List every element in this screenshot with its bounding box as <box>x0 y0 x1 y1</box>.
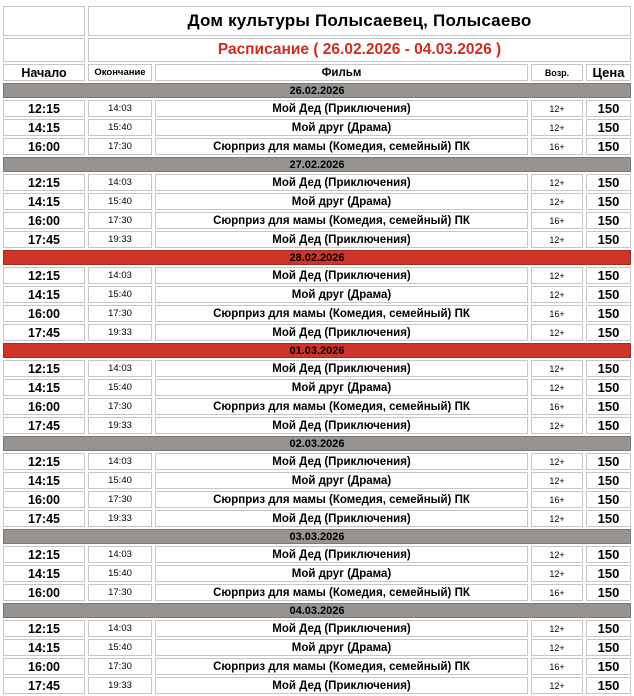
show-end-time: 15:40 <box>88 119 152 136</box>
show-row <box>3 324 631 341</box>
show-end-time: 17:30 <box>88 398 152 415</box>
show-film-title: Мой друг (Драма) <box>155 286 528 303</box>
schedule-table <box>0 4 634 696</box>
show-price: 150 <box>586 100 631 117</box>
col-header-film: Фильм <box>155 64 528 81</box>
show-age-rating: 16+ <box>531 584 583 601</box>
show-film-title: Сюрприз для мамы (Комедия, семейный) ПК <box>155 584 528 601</box>
show-start-time: 12:15 <box>3 620 85 637</box>
show-price: 150 <box>586 360 631 377</box>
show-price: 150 <box>586 546 631 563</box>
show-row <box>3 620 631 637</box>
show-end-time: 17:30 <box>88 584 152 601</box>
venue-title: Дом культуры Полысаевец, Полысаево <box>88 6 631 36</box>
col-header-age: Возр. <box>531 64 583 81</box>
show-row <box>3 472 631 489</box>
show-start-time: 14:15 <box>3 193 85 210</box>
show-end-time: 14:03 <box>88 453 152 470</box>
show-age-rating: 12+ <box>531 546 583 563</box>
show-price: 150 <box>586 491 631 508</box>
show-price: 150 <box>586 193 631 210</box>
show-film-title: Сюрприз для мамы (Комедия, семейный) ПК <box>155 658 528 675</box>
show-price: 150 <box>586 565 631 582</box>
show-end-time: 19:33 <box>88 417 152 434</box>
show-film-title: Мой Дед (Приключения) <box>155 174 528 191</box>
show-end-time: 15:40 <box>88 379 152 396</box>
show-end-time: 19:33 <box>88 324 152 341</box>
col-header-start: Начало <box>3 64 85 81</box>
show-start-time: 12:15 <box>3 174 85 191</box>
show-film-title: Мой друг (Драма) <box>155 472 528 489</box>
show-age-rating: 12+ <box>531 193 583 210</box>
show-row <box>3 639 631 656</box>
show-film-title: Мой Дед (Приключения) <box>155 677 528 694</box>
show-row <box>3 212 631 229</box>
show-age-rating: 12+ <box>531 472 583 489</box>
show-row <box>3 193 631 210</box>
show-age-rating: 16+ <box>531 305 583 322</box>
date-separator-row <box>3 343 631 358</box>
show-start-time: 14:15 <box>3 565 85 582</box>
show-end-time: 19:33 <box>88 677 152 694</box>
show-price: 150 <box>586 138 631 155</box>
show-row <box>3 119 631 136</box>
show-price: 150 <box>586 305 631 322</box>
show-row <box>3 138 631 155</box>
show-film-title: Мой друг (Драма) <box>155 565 528 582</box>
show-row <box>3 174 631 191</box>
show-row <box>3 398 631 415</box>
show-age-rating: 12+ <box>531 677 583 694</box>
show-age-rating: 12+ <box>531 417 583 434</box>
col-header-price: Цена <box>586 64 631 81</box>
show-age-rating: 12+ <box>531 565 583 582</box>
show-price: 150 <box>586 620 631 637</box>
show-price: 150 <box>586 639 631 656</box>
show-price: 150 <box>586 267 631 284</box>
show-film-title: Мой Дед (Приключения) <box>155 324 528 341</box>
show-end-time: 14:03 <box>88 174 152 191</box>
show-end-time: 17:30 <box>88 212 152 229</box>
show-end-time: 15:40 <box>88 286 152 303</box>
show-price: 150 <box>586 472 631 489</box>
show-film-title: Сюрприз для мамы (Комедия, семейный) ПК <box>155 398 528 415</box>
schedule-title: Расписание ( 26.02.2026 - 04.03.2026 ) <box>88 38 631 62</box>
show-age-rating: 12+ <box>531 267 583 284</box>
show-end-time: 19:33 <box>88 231 152 248</box>
show-end-time: 14:03 <box>88 546 152 563</box>
blank-cell <box>3 6 85 36</box>
show-start-time: 16:00 <box>3 658 85 675</box>
blank-cell <box>3 38 85 62</box>
show-start-time: 17:45 <box>3 510 85 527</box>
show-row <box>3 231 631 248</box>
date-separator-label: 03.03.2026 <box>3 529 631 544</box>
show-film-title: Мой Дед (Приключения) <box>155 510 528 527</box>
show-price: 150 <box>586 584 631 601</box>
schedule-title-row <box>3 38 631 62</box>
show-row <box>3 546 631 563</box>
show-film-title: Мой друг (Драма) <box>155 379 528 396</box>
show-start-time: 12:15 <box>3 100 85 117</box>
show-age-rating: 12+ <box>531 639 583 656</box>
show-start-time: 16:00 <box>3 491 85 508</box>
show-film-title: Мой Дед (Приключения) <box>155 417 528 434</box>
show-row <box>3 565 631 582</box>
show-end-time: 14:03 <box>88 620 152 637</box>
show-film-title: Мой Дед (Приключения) <box>155 360 528 377</box>
date-separator-label: 04.03.2026 <box>3 603 631 618</box>
date-separator-row <box>3 436 631 451</box>
show-row <box>3 453 631 470</box>
show-start-time: 14:15 <box>3 639 85 656</box>
show-start-time: 16:00 <box>3 138 85 155</box>
show-start-time: 12:15 <box>3 546 85 563</box>
show-age-rating: 12+ <box>531 231 583 248</box>
show-row <box>3 677 631 694</box>
show-age-rating: 12+ <box>531 453 583 470</box>
show-age-rating: 12+ <box>531 620 583 637</box>
show-start-time: 14:15 <box>3 472 85 489</box>
show-age-rating: 16+ <box>531 398 583 415</box>
show-end-time: 15:40 <box>88 193 152 210</box>
show-age-rating: 16+ <box>531 138 583 155</box>
show-end-time: 17:30 <box>88 138 152 155</box>
date-separator-row <box>3 250 631 265</box>
date-separator-row <box>3 157 631 172</box>
column-header-row <box>3 64 631 81</box>
show-start-time: 17:45 <box>3 677 85 694</box>
show-price: 150 <box>586 658 631 675</box>
col-header-end: Окончание <box>88 64 152 81</box>
show-age-rating: 12+ <box>531 360 583 377</box>
show-film-title: Сюрприз для мамы (Комедия, семейный) ПК <box>155 305 528 322</box>
show-row <box>3 360 631 377</box>
show-end-time: 17:30 <box>88 305 152 322</box>
show-age-rating: 16+ <box>531 212 583 229</box>
show-film-title: Мой друг (Драма) <box>155 639 528 656</box>
show-row <box>3 379 631 396</box>
show-start-time: 14:15 <box>3 286 85 303</box>
show-start-time: 14:15 <box>3 119 85 136</box>
show-film-title: Мой друг (Драма) <box>155 119 528 136</box>
show-film-title: Мой Дед (Приключения) <box>155 100 528 117</box>
show-price: 150 <box>586 324 631 341</box>
show-end-time: 15:40 <box>88 472 152 489</box>
show-film-title: Мой Дед (Приключения) <box>155 546 528 563</box>
show-end-time: 15:40 <box>88 639 152 656</box>
show-start-time: 16:00 <box>3 398 85 415</box>
show-age-rating: 12+ <box>531 324 583 341</box>
show-end-time: 17:30 <box>88 491 152 508</box>
show-price: 150 <box>586 174 631 191</box>
show-price: 150 <box>586 212 631 229</box>
show-price: 150 <box>586 417 631 434</box>
show-film-title: Сюрприз для мамы (Комедия, семейный) ПК <box>155 212 528 229</box>
show-start-time: 17:45 <box>3 417 85 434</box>
show-row <box>3 417 631 434</box>
show-age-rating: 16+ <box>531 491 583 508</box>
show-price: 150 <box>586 677 631 694</box>
show-start-time: 16:00 <box>3 305 85 322</box>
show-start-time: 14:15 <box>3 379 85 396</box>
show-start-time: 17:45 <box>3 324 85 341</box>
show-end-time: 17:30 <box>88 658 152 675</box>
show-row <box>3 510 631 527</box>
show-row <box>3 286 631 303</box>
show-price: 150 <box>586 453 631 470</box>
show-price: 150 <box>586 231 631 248</box>
show-start-time: 16:00 <box>3 212 85 229</box>
show-film-title: Мой Дед (Приключения) <box>155 453 528 470</box>
show-age-rating: 12+ <box>531 510 583 527</box>
show-row <box>3 100 631 117</box>
show-end-time: 14:03 <box>88 360 152 377</box>
show-film-title: Мой Дед (Приключения) <box>155 620 528 637</box>
show-price: 150 <box>586 119 631 136</box>
show-end-time: 19:33 <box>88 510 152 527</box>
date-separator-label: 28.02.2026 <box>3 250 631 265</box>
date-separator-label: 26.02.2026 <box>3 83 631 98</box>
show-row <box>3 491 631 508</box>
show-price: 150 <box>586 286 631 303</box>
date-separator-row <box>3 603 631 618</box>
show-film-title: Сюрприз для мамы (Комедия, семейный) ПК <box>155 138 528 155</box>
show-end-time: 14:03 <box>88 267 152 284</box>
date-separator-label: 02.03.2026 <box>3 436 631 451</box>
show-price: 150 <box>586 510 631 527</box>
show-start-time: 16:00 <box>3 584 85 601</box>
show-end-time: 15:40 <box>88 565 152 582</box>
show-start-time: 17:45 <box>3 231 85 248</box>
date-separator-row <box>3 529 631 544</box>
show-start-time: 12:15 <box>3 453 85 470</box>
show-end-time: 14:03 <box>88 100 152 117</box>
show-row <box>3 305 631 322</box>
show-row <box>3 584 631 601</box>
show-age-rating: 12+ <box>531 174 583 191</box>
date-separator-label: 01.03.2026 <box>3 343 631 358</box>
show-age-rating: 12+ <box>531 100 583 117</box>
show-age-rating: 12+ <box>531 286 583 303</box>
show-row <box>3 658 631 675</box>
date-separator-label: 27.02.2026 <box>3 157 631 172</box>
show-price: 150 <box>586 379 631 396</box>
show-age-rating: 12+ <box>531 379 583 396</box>
show-start-time: 12:15 <box>3 360 85 377</box>
show-film-title: Сюрприз для мамы (Комедия, семейный) ПК <box>155 491 528 508</box>
show-film-title: Мой Дед (Приключения) <box>155 231 528 248</box>
show-film-title: Мой друг (Драма) <box>155 193 528 210</box>
show-row <box>3 267 631 284</box>
show-start-time: 12:15 <box>3 267 85 284</box>
venue-title-row <box>3 6 631 36</box>
show-age-rating: 16+ <box>531 658 583 675</box>
show-film-title: Мой Дед (Приключения) <box>155 267 528 284</box>
show-age-rating: 12+ <box>531 119 583 136</box>
show-price: 150 <box>586 398 631 415</box>
date-separator-row <box>3 83 631 98</box>
